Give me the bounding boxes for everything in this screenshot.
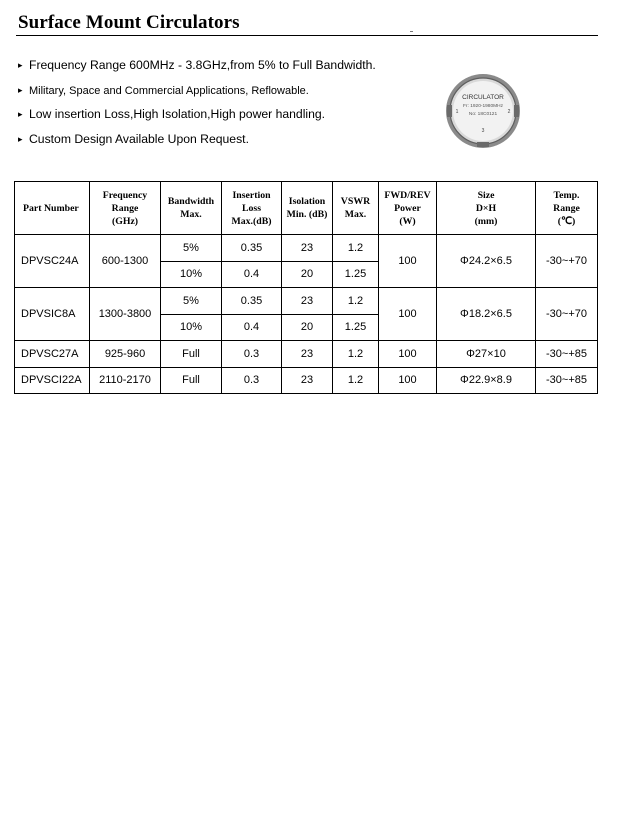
- cell-bandwidth: Full: [161, 341, 222, 368]
- cell-vswr: 1.2: [333, 288, 379, 315]
- cell-bandwidth: 10%: [161, 314, 222, 341]
- table-row: [15, 367, 598, 394]
- table-row: [15, 341, 598, 368]
- cell-vswr: 1.2: [333, 367, 379, 394]
- cell-temp-range: -30~+70: [536, 288, 598, 341]
- cell-vswr: 1.25: [333, 261, 379, 288]
- header-vswr: VSWR Max.: [333, 182, 379, 235]
- cell-bandwidth: 5%: [161, 288, 222, 315]
- port-3-label: 3: [481, 128, 485, 134]
- cell-size: Φ27×10: [437, 341, 536, 368]
- feature-item: [18, 105, 428, 130]
- cell-isolation: 20: [282, 261, 333, 288]
- cell-bandwidth: Full: [161, 367, 222, 394]
- cell-insertion-loss: 0.35: [222, 288, 282, 315]
- cell-insertion-loss: 0.4: [222, 261, 282, 288]
- cell-part-number: DPVSC24A: [15, 235, 90, 288]
- cell-part-number: DPVSIC8A: [15, 288, 90, 341]
- cell-frequency: 2110-2170: [90, 367, 161, 394]
- cell-size: Φ22.9×8.9: [437, 367, 536, 394]
- header-frequency: Frequency Range (GHz): [90, 182, 161, 235]
- cell-isolation: 23: [282, 341, 333, 368]
- bullet-arrow-icon: ▸: [18, 60, 23, 70]
- cell-insertion-loss: 0.35: [222, 235, 282, 262]
- feature-text: Custom Design Available Upon Request.: [29, 131, 249, 146]
- table-row: [15, 288, 598, 315]
- feature-list: [18, 56, 428, 154]
- cell-vswr: 1.25: [333, 314, 379, 341]
- port-2-label: 2: [507, 109, 511, 115]
- table-header-row: [15, 182, 598, 235]
- header-size: Size D×H (mm): [437, 182, 536, 235]
- table-row: [15, 235, 598, 262]
- bullet-arrow-icon: ▸: [18, 133, 23, 144]
- cell-isolation: 23: [282, 235, 333, 262]
- product-label-line3: No: 18C0121: [468, 112, 498, 117]
- product-label-line1: CIRCULATOR: [462, 94, 504, 101]
- cell-insertion-loss: 0.4: [222, 314, 282, 341]
- header-part-number: Part Number: [15, 182, 90, 235]
- cell-frequency: 1300-3800: [90, 288, 161, 341]
- title-divider: [16, 35, 598, 36]
- feature-item: [18, 81, 428, 106]
- spec-table: [14, 181, 598, 394]
- feature-text: Low insertion Loss,High Isolation,High power handling.: [29, 107, 326, 121]
- bullet-arrow-icon: ▸: [18, 109, 23, 119]
- cell-power: 100: [379, 367, 437, 394]
- cell-part-number: DPVSCI22A: [15, 367, 90, 394]
- feature-item: [18, 130, 428, 155]
- cell-power: 100: [379, 288, 437, 341]
- cell-isolation: 23: [282, 288, 333, 315]
- header-temp-range: Temp. Range (℃): [536, 182, 598, 235]
- cell-part-number: DPVSC27A: [15, 341, 90, 368]
- cell-size: Φ18.2×6.5: [437, 288, 536, 341]
- cell-size: Φ24.2×6.5: [437, 235, 536, 288]
- header-bandwidth: Bandwidth Max.: [161, 182, 222, 235]
- cell-isolation: 23: [282, 367, 333, 394]
- cell-vswr: 1.2: [333, 235, 379, 262]
- cell-bandwidth: 5%: [161, 235, 222, 262]
- cell-insertion-loss: 0.3: [222, 341, 282, 368]
- feature-text: Frequency Range 600MHz - 3.8GHz,from 5% to Full Bandwidth.: [29, 58, 376, 72]
- cell-temp-range: -30~+70: [536, 235, 598, 288]
- cell-bandwidth: 10%: [161, 261, 222, 288]
- cell-vswr: 1.2: [333, 341, 379, 368]
- feature-item: [18, 56, 428, 81]
- cell-frequency: 925-960: [90, 341, 161, 368]
- cell-isolation: 20: [282, 314, 333, 341]
- page-title: Surface Mount Circulators: [18, 12, 240, 33]
- port-1-label: 1: [455, 109, 459, 115]
- bullet-arrow-icon: ▸: [18, 84, 23, 95]
- product-label-line2: Fr: 1920-1980MHz: [463, 104, 503, 109]
- cell-insertion-loss: 0.3: [222, 367, 282, 394]
- header-isolation: Isolation Min. (dB): [282, 182, 333, 235]
- feature-text: Military, Space and Commercial Applications, Reflowable.: [29, 84, 309, 97]
- cell-frequency: 600-1300: [90, 235, 161, 288]
- cell-temp-range: -30~+85: [536, 341, 598, 368]
- header-power: FWD/REV Power (W): [379, 182, 437, 235]
- circulator-product-image: [444, 72, 522, 150]
- cell-power: 100: [379, 235, 437, 288]
- cell-power: 100: [379, 341, 437, 368]
- header-insertion-loss: Insertion Loss Max.(dB): [222, 182, 282, 235]
- divider-mark: [410, 31, 413, 32]
- cell-temp-range: -30~+85: [536, 367, 598, 394]
